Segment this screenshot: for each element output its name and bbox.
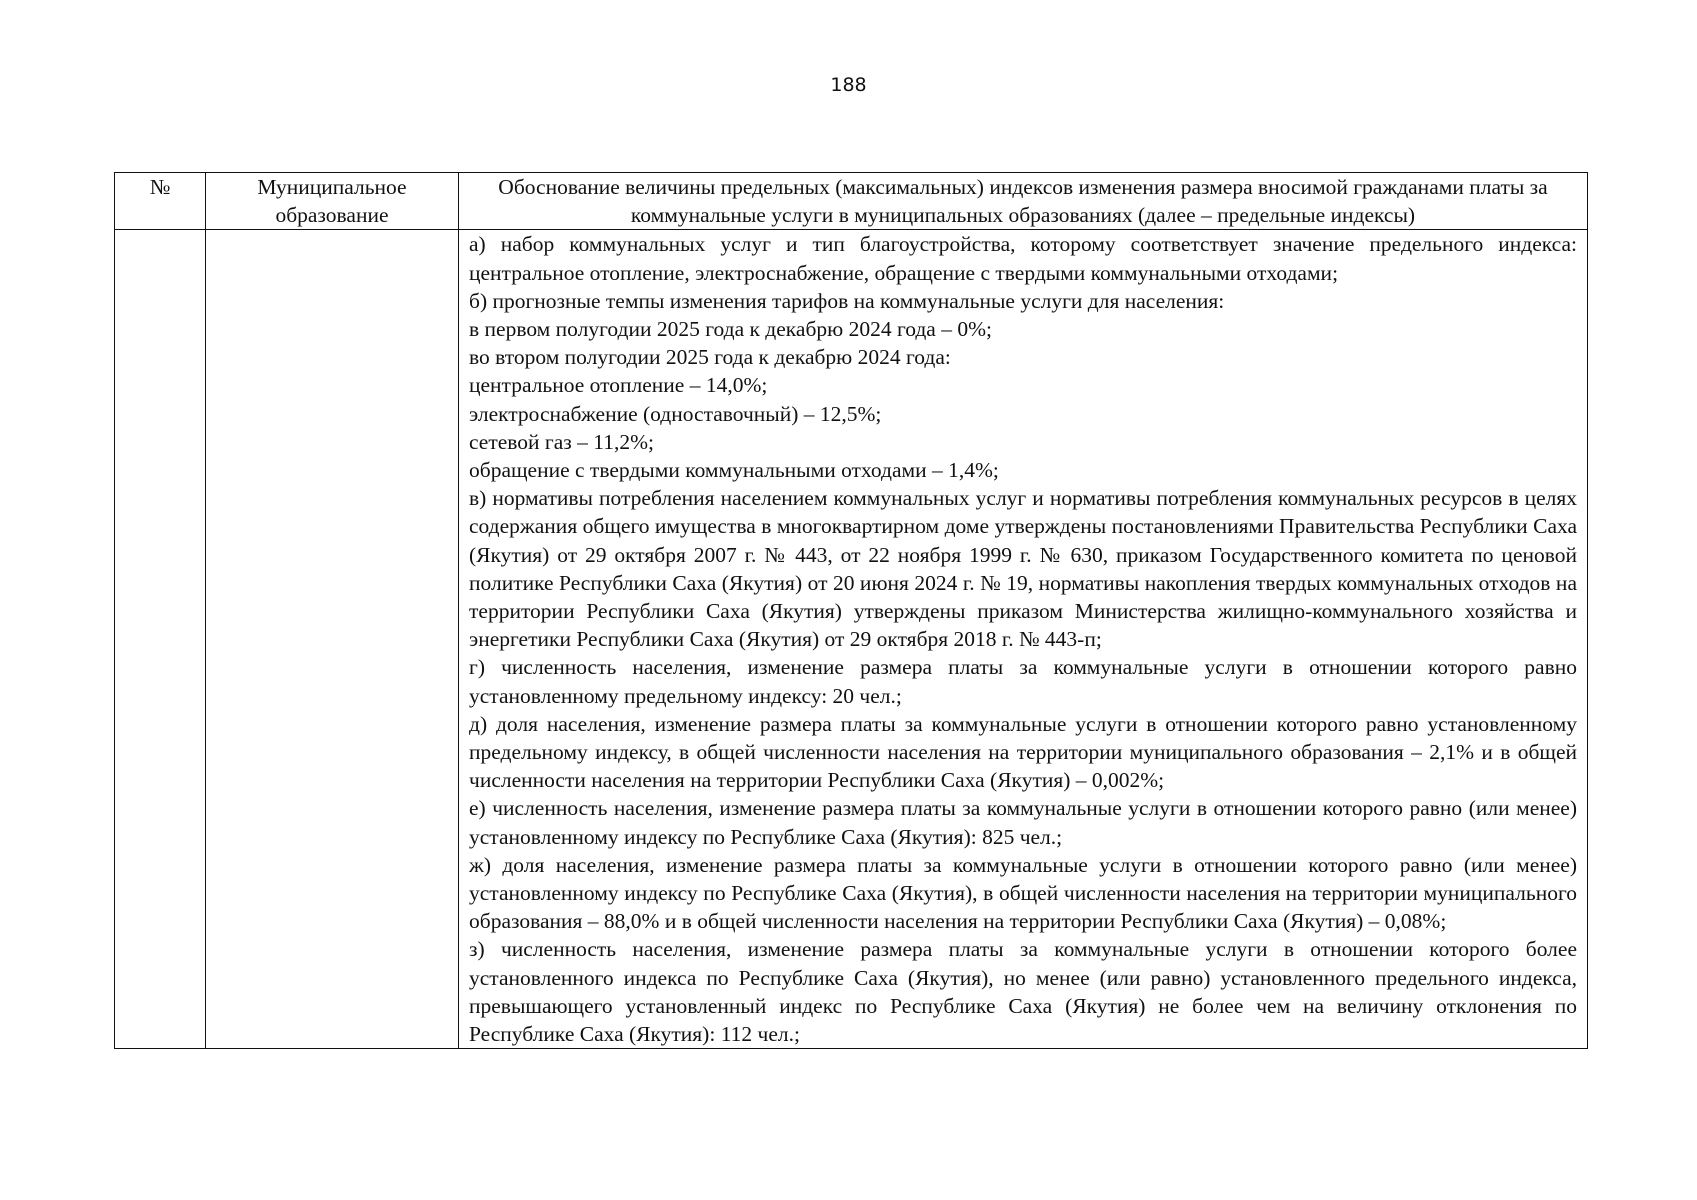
table-header-row [115,173,1588,230]
paragraph-b-second-half: во втором полугодии 2025 года к декабрю 2024 года: [469,345,951,370]
table-row [115,230,1588,1049]
paragraph-z: з) численность населения, изменение размера платы за коммунальные услуги в отношении которого более установленного индекса по Республике Саха (Якутия), но менее (или равно) установленного предельного индекса, превышающего установленный индекс по Республике Саха (Якутия) не более чем на величину отклонения по Республике Саха (Якутия): 112 чел.; [469,937,1577,1047]
paragraph-b: б) прогнозные темпы изменения тарифов на коммунальные услуги для населения: [469,288,1225,313]
paragraph-b-gas: сетевой газ – 11,2%; [469,429,654,454]
paragraph-v: в) нормативы потребления населением коммунальных услуг и нормативы потребления коммунальных ресурсов в целях содержания общего имущества в многоквартирном доме утверждены постановлениями Правительства Республики Саха (Якутия) от 29 октября 2007 г. № 443, от 22 ноября 1999 г. № 630, приказом Государственного комитета по ценовой политике Республики Саха (Якутия) от 20 июня 2024 г. № 19, нормативы накопления твердых коммунальных отходов на территории Республики Саха (Якутия) утверждены приказом Министерства жилищно-коммунального хозяйства и энергетики Республики Саха (Якутия) от 29 октября 2018 г. № 443-п; [469,486,1577,652]
paragraph-e: е) численность населения, изменение размера платы за коммунальные услуги в отношении которого равно (или менее) установленному индексу по Республике Саха (Якутия): 825 чел.; [469,796,1577,849]
paragraph-g: г) численность населения, изменение размера платы за коммунальные услуги в отношении которого равно установленному предельному индексу: 20 чел.; [469,655,1577,708]
paragraph-a: а) набор коммунальных услуг и тип благоустройства, которому соответствует значение предельного индекса: центральное отопление, электроснабжение, обращение с твердыми коммунальными отходами; [469,232,1577,285]
page-number: 188 [830,74,867,96]
justification-table [114,172,1588,1049]
row-municipality-cell [206,230,459,1049]
row-justification-cell [459,230,1588,1049]
paragraph-b-first-half: в первом полугодии 2025 года к декабрю 2024 года – 0%; [469,317,992,342]
paragraph-b-heating: центральное отопление – 14,0%; [469,373,768,398]
header-justification: Обоснование величины предельных (максимальных) индексов изменения размера вносимой гражданами платы за коммунальные услуги в муниципальных образованиях (далее – предельные индексы) [459,173,1588,230]
paragraph-zh: ж) доля населения, изменение размера платы за коммунальные услуги в отношении которого равно (или менее) установленному индексу по Республике Саха (Якутия), в общей численности населения на территории муниципального образования – 88,0% и в общей численности населения на территории Республики Саха (Якутия) – 0,08%; [469,852,1577,934]
paragraph-d: д) доля населения, изменение размера платы за коммунальные услуги в отношении которого равно установленному предельному индексу, в общей численности населения на территории муниципального образования – 2,1% и в общей численности населения на территории Республики Саха (Якутия) – 0,002%; [469,711,1577,793]
paragraph-b-waste: обращение с твердыми коммунальными отходами – 1,4%; [469,458,999,483]
header-municipality: Муниципальное образование [206,173,459,230]
paragraph-b-electricity: электроснабжение (одноставочный) – 12,5%; [469,401,882,426]
header-number: № [115,173,206,230]
row-number-cell [115,230,206,1049]
